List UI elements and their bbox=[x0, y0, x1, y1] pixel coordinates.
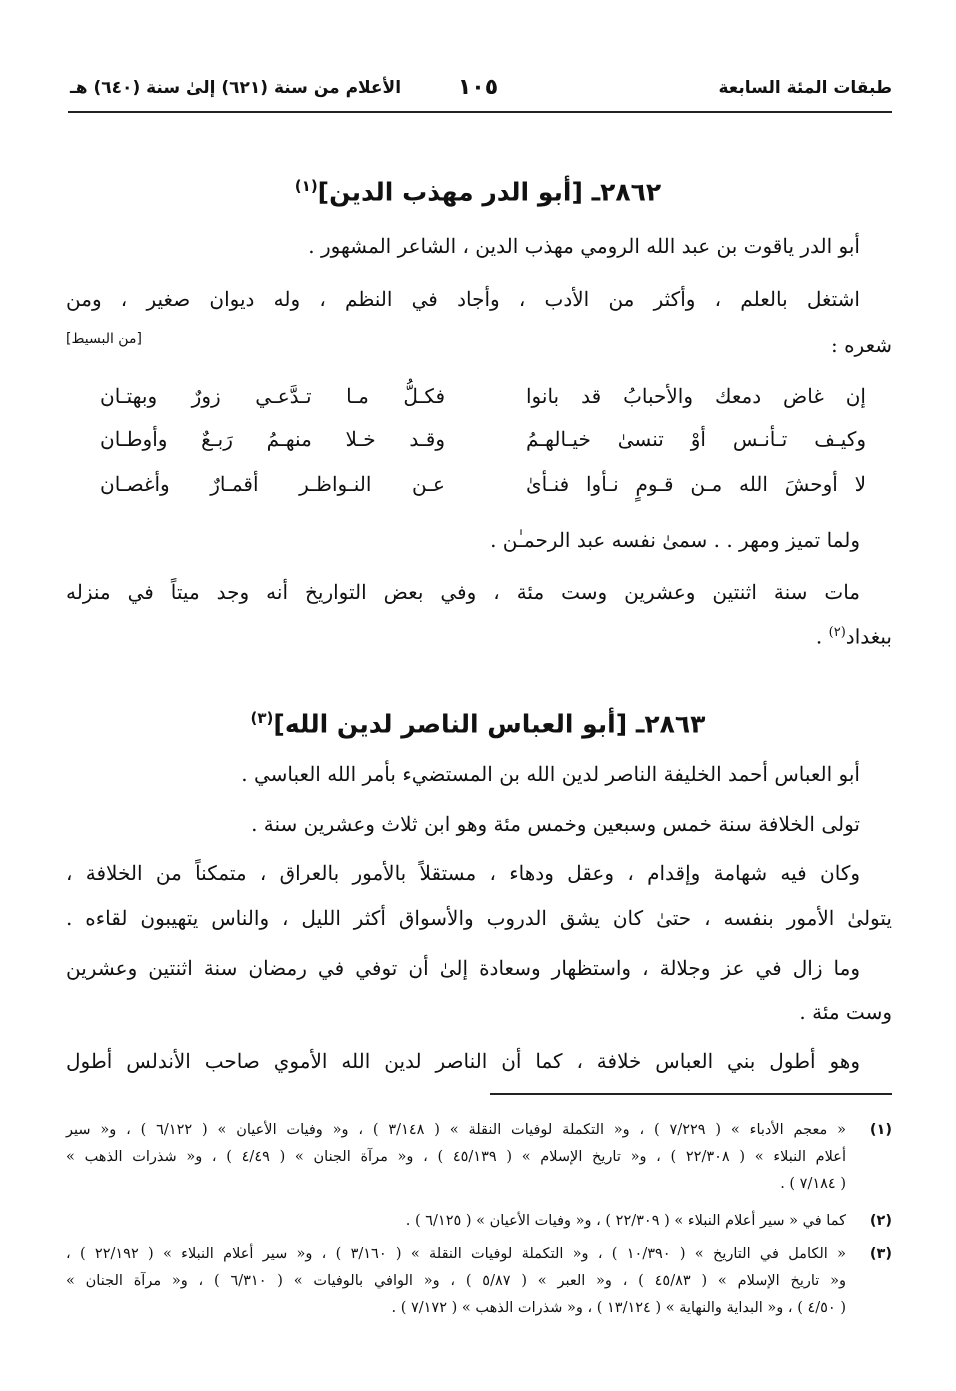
header-divider bbox=[68, 111, 892, 113]
paragraph-line: يتولىٰ الأمور بنفسه ، حتىٰ كان يشق الدروب والأسواق أكثر الليل ، والناس يتهيبون لقاءه . bbox=[66, 906, 892, 930]
footnote-1 bbox=[66, 1118, 892, 1198]
page-number: ١٠٥ bbox=[457, 75, 499, 100]
verse-second-hemistich: وقـد خـلا منهـمُ رَبـعٌ وأوطـان bbox=[100, 427, 445, 451]
verse-first-hemistich: لا أوحشَ الله مـن قـومٍ نـأوا فنـأىٰ bbox=[526, 472, 866, 496]
paragraph-line: ولما تميز ومهر . . سمىٰ نفسه عبد الرحمـٰن . bbox=[490, 528, 860, 552]
footnote-number: (١) bbox=[869, 1122, 892, 1138]
footnote-ref: (١) bbox=[294, 177, 318, 195]
verse-second-hemistich: فكـلُّ مـا تـدَّعـي زورٌ وبهتـان bbox=[100, 384, 445, 408]
footnote-line: ( ٤/٥٠ ) ، و« البداية والنهاية » ( ١٣/١٢٤ ) ، و« شذرات الذهب » ( ٧/١٧٢ ) . bbox=[391, 1300, 846, 1316]
paragraph-line: وكان فيه شهامة وإقدام ، وعقل ودهاء ، مستقلاً بالأمور بالعراق ، متمكناً من الخلافة ، bbox=[66, 861, 861, 885]
footnote-line: و« تاريخ الإسلام » ( ٤٥/٨٣ ) ، و« العبر » ( ٥/٨٧ ) ، و« الوافي بالوفيات » ( ٦/٣١٠ ) ، و« مرآة الجنان » bbox=[66, 1273, 846, 1289]
paragraph-line: اشتغل بالعلم ، وأكثر من الأدب ، وأجاد في النظم ، وله ديوان صغير ، ومن bbox=[66, 287, 860, 311]
footnote-divider bbox=[490, 1093, 892, 1095]
paragraph-line: أبو الدر ياقوت بن عبد الله الرومي مهذب الدين ، الشاعر المشهور . bbox=[308, 234, 860, 258]
paragraph-line: تولى الخلافة سنة خمس وسبعين وخمس مئة وهو ابن ثلاث وعشرين سنة . bbox=[251, 812, 860, 836]
paragraph-line: وما زال في عز وجلالة ، واستظهار وسعادة إلىٰ أن توفي في رمضان سنة اثنتين وعشرين bbox=[66, 956, 860, 980]
verse-second-hemistich: عـن النـواظـر أقمـارٌ وأغصـان bbox=[100, 472, 445, 496]
entry-title-2862 bbox=[60, 166, 896, 212]
meter-label: [من البسيط] bbox=[66, 331, 142, 347]
paragraph-line: أبو العباس أحمد الخليفة الناصر لدين الله بن المستضيء بأمر الله العباسي . bbox=[241, 762, 860, 786]
running-header-range: الأعلام من سنة (٦٢١) إلىٰ سنة (٦٤٠) هـ bbox=[70, 78, 402, 98]
paragraph-line: شعره : bbox=[830, 333, 892, 357]
footnote-line: « معجم الأدباء » ( ٧/٢٢٩ ) ، و« التكملة لوفيات النقلة » ( ٣/١٤٨ ) ، و« وفيات الأعيان » ( ٦/١٢٢ ) ، و« سير bbox=[66, 1122, 846, 1138]
verse-first-hemistich: وكيـف تـأنـس أوْ تنسىٰ خيـالهـمُ bbox=[526, 427, 866, 451]
running-header-section: طبقات المئة السابعة bbox=[718, 78, 892, 98]
footnote-line: « الكامل في التاريخ » ( ١٠/٣٩٠ ) ، و« التكملة لوفيات النقلة » ( ٣/١٦٠ ) ، و« سير أعلام النبلاء » ( ٢٢/١٩٢ ) ، bbox=[66, 1246, 846, 1262]
paragraph-line: وست مئة . bbox=[799, 1000, 892, 1024]
entry-title-2863 bbox=[60, 698, 896, 744]
footnote-line: أعلام النبلاء » ( ٢٢/٣٠٨ ) ، و« تاريخ الإسلام » ( ٤٥/١٣٩ ) ، و« مرآة الجنان » ( ٤/٤٩ ) ، و« شذرات الذهب » bbox=[66, 1149, 846, 1165]
entry-title-text: ٢٨٦٢ـ [أبو الدر مهذب الدين] bbox=[317, 177, 662, 207]
paragraph-line: وهو أطول بني العباس خلافة ، كما أن الناصر لدين الله الأموي صاحب الأندلس أطول bbox=[66, 1049, 860, 1073]
footnote-number: (٢) bbox=[869, 1213, 892, 1229]
footnote-line: ( ٧/١٨٤ ) . bbox=[780, 1176, 846, 1192]
footnote-line: كما في « سير أعلام النبلاء » ( ٢٢/٣٠٩ ) ، و« وفيات الأعيان » ( ٦/١٢٥ ) . bbox=[405, 1213, 846, 1229]
paragraph-line: ببغداد$^{(٢)}$ . bbox=[815, 624, 892, 649]
entry-title-text: ٢٨٦٣ـ [أبو العباس الناصر لدين الله] bbox=[273, 709, 706, 739]
footnote-ref: (٢) bbox=[828, 625, 846, 640]
verse-first-hemistich: إن غاض دمعك والأحبابُ قد بانوا bbox=[526, 384, 866, 408]
footnote-3 bbox=[66, 1242, 892, 1352]
footnote-2 bbox=[66, 1209, 892, 1237]
footnote-number: (٣) bbox=[869, 1246, 892, 1262]
footnote-ref: (٣) bbox=[250, 709, 274, 727]
paragraph-line: مات سنة اثنتين وعشرين وست مئة ، وفي بعض التواريخ أنه وجد ميتاً في منزله bbox=[66, 580, 860, 604]
